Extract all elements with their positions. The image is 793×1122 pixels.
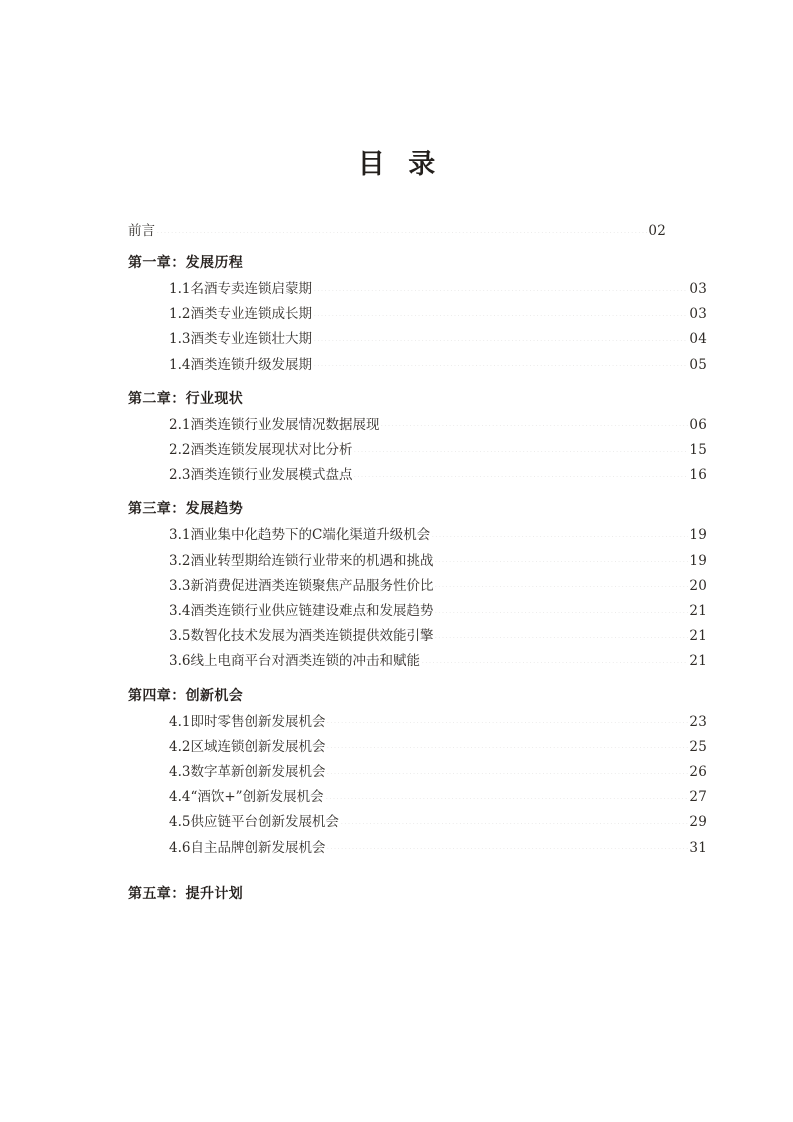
dot-leader — [431, 536, 688, 537]
dot-leader — [313, 365, 688, 366]
toc-entry-label: 4.3数字革新创新发展机会 — [169, 764, 326, 781]
toc-entry-label: 4.2区域连锁创新发展机会 — [169, 738, 326, 755]
dot-leader — [353, 451, 688, 452]
toc-entry-label: 1.3酒类专业连锁壮大期 — [169, 331, 312, 348]
toc-entry-page-number: 02 — [648, 223, 666, 239]
table-of-contents — [128, 219, 707, 908]
toc-entry-3-2[interactable] — [128, 549, 707, 574]
toc-entry-1-4[interactable] — [128, 353, 707, 378]
toc-entry-3-5[interactable] — [128, 624, 707, 649]
dot-leader — [326, 773, 688, 774]
section-spacer — [128, 861, 666, 873]
dot-leader — [434, 586, 688, 587]
toc-entry-label: 4.1即时零售创新发展机会 — [169, 713, 326, 730]
toc-entry-page-number: 20 — [689, 577, 707, 594]
toc-entry-page-number: 03 — [689, 281, 707, 297]
toc-entry-label: 4.6自主品牌创新发展机会 — [169, 839, 326, 856]
dot-leader — [313, 315, 688, 316]
toc-entry-label: 1.4酒类连锁升级发展期 — [169, 356, 312, 373]
toc-entry-label: 2.3酒类连锁行业发展模式盘点 — [169, 467, 353, 484]
toc-entry-3-1[interactable] — [128, 523, 707, 548]
toc-entry-label: 3.6线上电商平台对酒类连锁的冲击和赋能 — [169, 653, 420, 670]
toc-entry-1-1[interactable] — [128, 277, 707, 302]
toc-entry-page-number: 31 — [689, 839, 707, 856]
dot-leader — [313, 290, 688, 291]
dot-leader — [340, 823, 688, 824]
toc-entry-4-3[interactable] — [128, 760, 707, 785]
toc-entry-label: 2.2酒类连锁发展现状对比分析 — [169, 442, 353, 459]
toc-entry-page-number: 25 — [689, 738, 707, 755]
toc-entry-4-6[interactable] — [128, 836, 707, 861]
toc-chapter-label: 第一章：发展历程 — [128, 255, 244, 271]
toc-chapter-heading-4[interactable] — [128, 683, 666, 709]
toc-entry-page-number: 29 — [689, 814, 707, 831]
toc-entry-page-number: 27 — [689, 789, 707, 806]
dot-leader — [325, 798, 689, 799]
toc-entry-page-number: 26 — [689, 764, 707, 781]
toc-chapter-label: 第四章：创新机会 — [128, 687, 244, 704]
toc-entry-page-number: 06 — [689, 416, 707, 433]
toc-entry-label: 1.2酒类专业连锁成长期 — [169, 306, 312, 323]
toc-entry-label: 2.1酒类连锁行业发展情况数据展现 — [169, 416, 380, 433]
toc-entry-label: 3.2酒业转型期给连锁行业带来的机遇和挑战 — [169, 552, 434, 569]
toc-entry-label: 4.5供应链平台创新发展机会 — [169, 814, 339, 831]
toc-entry-1-2[interactable] — [128, 302, 707, 327]
toc-entry-4-1[interactable] — [128, 710, 707, 735]
dot-leader — [353, 476, 688, 477]
toc-entry-page-number: 21 — [689, 628, 707, 645]
toc-entry-page-number: 16 — [689, 467, 707, 484]
toc-chapter-label: 第二章：行业现状 — [128, 390, 244, 407]
dot-leader — [421, 662, 688, 663]
toc-chapter-heading-2[interactable] — [128, 386, 666, 412]
toc-entry-2-2[interactable] — [128, 438, 707, 463]
toc-entry-page-number: 03 — [689, 306, 707, 323]
toc-entry-1-3[interactable] — [128, 327, 707, 352]
dot-leader — [434, 561, 688, 562]
toc-entry-page-number: 05 — [689, 356, 707, 373]
dot-leader — [434, 612, 688, 613]
toc-entry-label: 1.1名酒专卖连锁启蒙期 — [169, 281, 312, 297]
toc-entry-page-number: 04 — [689, 331, 707, 348]
toc-entry-page-number: 21 — [689, 603, 707, 620]
dot-leader — [326, 722, 688, 723]
dot-leader — [326, 848, 688, 849]
toc-entry-page-number: 15 — [689, 442, 707, 459]
toc-entry-2-3[interactable] — [128, 463, 707, 488]
page-title: 目 录 — [357, 149, 443, 180]
toc-entry-3-4[interactable] — [128, 599, 707, 624]
toc-entry-page-number: 19 — [689, 527, 707, 544]
toc-entry-3-3[interactable] — [128, 574, 707, 599]
toc-entry-4-5[interactable] — [128, 810, 707, 835]
toc-chapter-heading-3[interactable] — [128, 496, 666, 522]
toc-chapter-label: 第三章：发展趋势 — [128, 501, 244, 518]
toc-entry-page-number: 21 — [689, 653, 707, 670]
toc-entry-label: 3.4酒类连锁行业供应链建设难点和发展趋势 — [169, 603, 434, 620]
dot-leader — [326, 747, 688, 748]
toc-entry-4-2[interactable] — [128, 735, 707, 760]
dot-leader — [156, 232, 647, 233]
toc-entry-label: 前言 — [128, 223, 155, 239]
toc-entry-front-matter[interactable] — [128, 219, 666, 244]
dot-leader — [380, 425, 688, 426]
toc-entry-2-1[interactable] — [128, 413, 707, 438]
toc-entry-3-6[interactable] — [128, 649, 707, 674]
toc-entry-label: 3.5数智化技术发展为酒类连锁提供效能引擎 — [169, 628, 434, 645]
toc-entry-label: 4.4“酒饮+”创新发展机会 — [169, 789, 324, 806]
toc-entry-label: 3.3新消费促进酒类连锁聚焦产品服务性价比 — [169, 577, 434, 594]
toc-chapter-heading-5[interactable] — [128, 881, 666, 907]
toc-entry-4-4[interactable] — [128, 785, 707, 810]
toc-entry-page-number: 19 — [689, 552, 707, 569]
toc-entry-label: 3.1酒业集中化趋势下的C端化渠道升级机会 — [169, 527, 431, 544]
dot-leader — [313, 340, 688, 341]
toc-chapter-label: 第五章：提升计划 — [128, 885, 244, 902]
dot-leader — [434, 637, 688, 638]
toc-entry-page-number: 23 — [689, 713, 707, 730]
toc-chapter-heading-1[interactable] — [128, 250, 666, 276]
